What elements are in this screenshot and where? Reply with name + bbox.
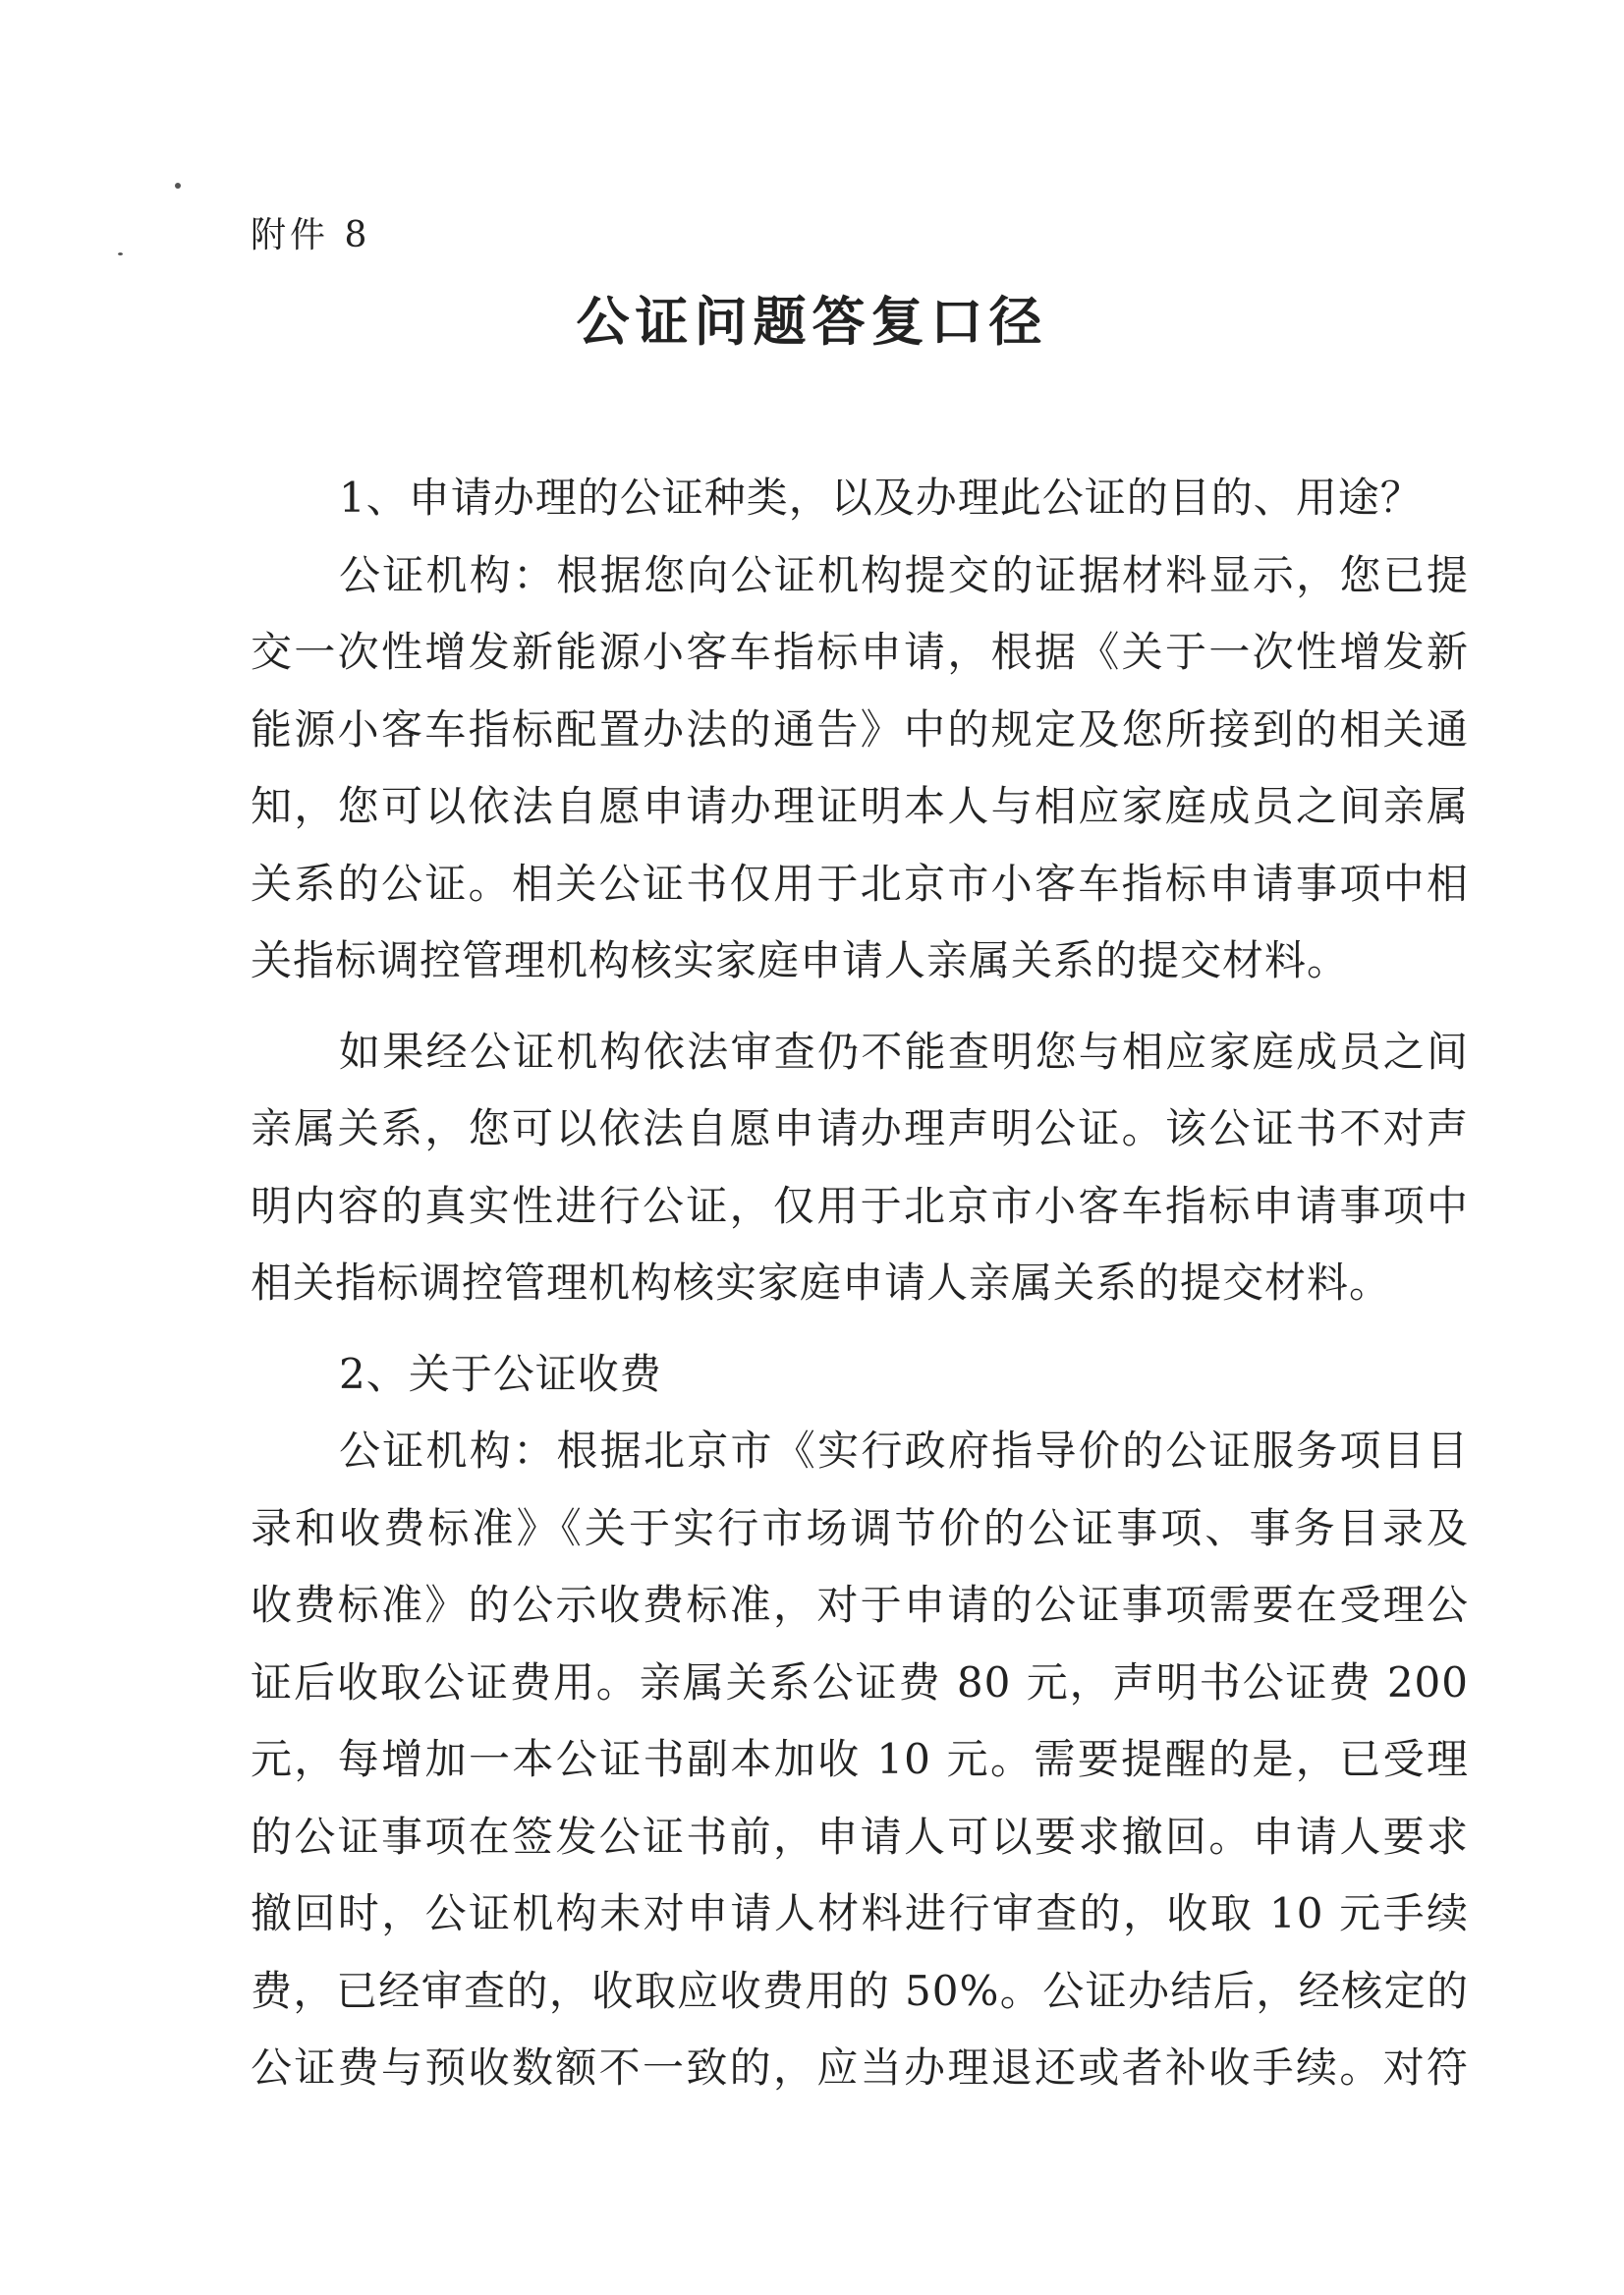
document-title: 公证问题答复口径 [576, 290, 1048, 353]
attachment-label: 附件 8 [251, 215, 371, 255]
paragraph-gap [251, 1322, 1469, 1336]
answer-2-line: 证后收取公证费用。亲属关系公证费 80 元，声明书公证费 200 [251, 1657, 1469, 1707]
answer-1-line: 公证机构：根据您向公证机构提交的证据材料显示，您已提 [339, 550, 1469, 599]
answer-2-line: 的公证事项在签发公证书前，申请人可以要求撤回。申请人要求 [251, 1812, 1469, 1861]
document-body [251, 460, 1469, 2107]
answer-1b-line: 如果经公证机构依法审查仍不能查明您与相应家庭成员之间 [339, 1027, 1469, 1076]
scan-mark-1 [175, 183, 181, 189]
answer-2-line: 公证费与预收数额不一致的，应当办理退还或者补收手续。对符 [251, 2043, 1469, 2092]
answer-2-line: 费，已经审查的，收取应收费用的 50%。公证办结后，经核定的 [251, 1966, 1469, 2015]
answer-1-line: 能源小客车指标配置办法的通告》中的规定及您所接到的相关通 [251, 704, 1469, 754]
answer-1-line: 关系的公证。相关公证书仅用于北京市小客车指标申请事项中相 [251, 859, 1469, 908]
answer-1-line: 关指标调控管理机构核实家庭申请人亲属关系的提交材料。 [251, 936, 1350, 984]
answer-2-line: 元，每增加一本公证书副本加收 10 元。需要提醒的是，已受理 [251, 1735, 1469, 1783]
answer-2-line: 撤回时，公证机构未对申请人材料进行审查的，收取 10 元手续 [251, 1889, 1469, 1937]
answer-1-line: 知，您可以依法自愿申请办理证明本人与相应家庭成员之间亲属 [251, 782, 1469, 830]
scan-mark-2 [118, 252, 123, 255]
answer-1b-line: 明内容的真实性进行公证，仅用于北京市小客车指标申请事项中 [251, 1181, 1469, 1230]
answer-1b-line: 相关指标调控管理机构核实家庭申请人亲属关系的提交材料。 [251, 1259, 1392, 1307]
question-2-line: 2、关于公证收费 [339, 1349, 662, 1398]
answer-2-line: 录和收费标准》《关于实行市场调节价的公证事项、事务目录及 [251, 1503, 1469, 1552]
question-1-line: 1、申请办理的公证种类，以及办理此公证的目的、用途？ [339, 474, 1423, 522]
answer-1-line: 交一次性增发新能源小客车指标申请，根据《关于一次性增发新 [251, 628, 1469, 676]
answer-1b-line: 亲属关系，您可以依法自愿申请办理声明公证。该公证书不对声 [251, 1104, 1469, 1152]
answer-2-line: 收费标准》的公示收费标准，对于申请的公证事项需要在受理公 [251, 1581, 1469, 1629]
answer-2-line: 公证机构：根据北京市《实行政府指导价的公证服务项目目 [339, 1427, 1469, 1475]
paragraph-gap [251, 1000, 1469, 1014]
